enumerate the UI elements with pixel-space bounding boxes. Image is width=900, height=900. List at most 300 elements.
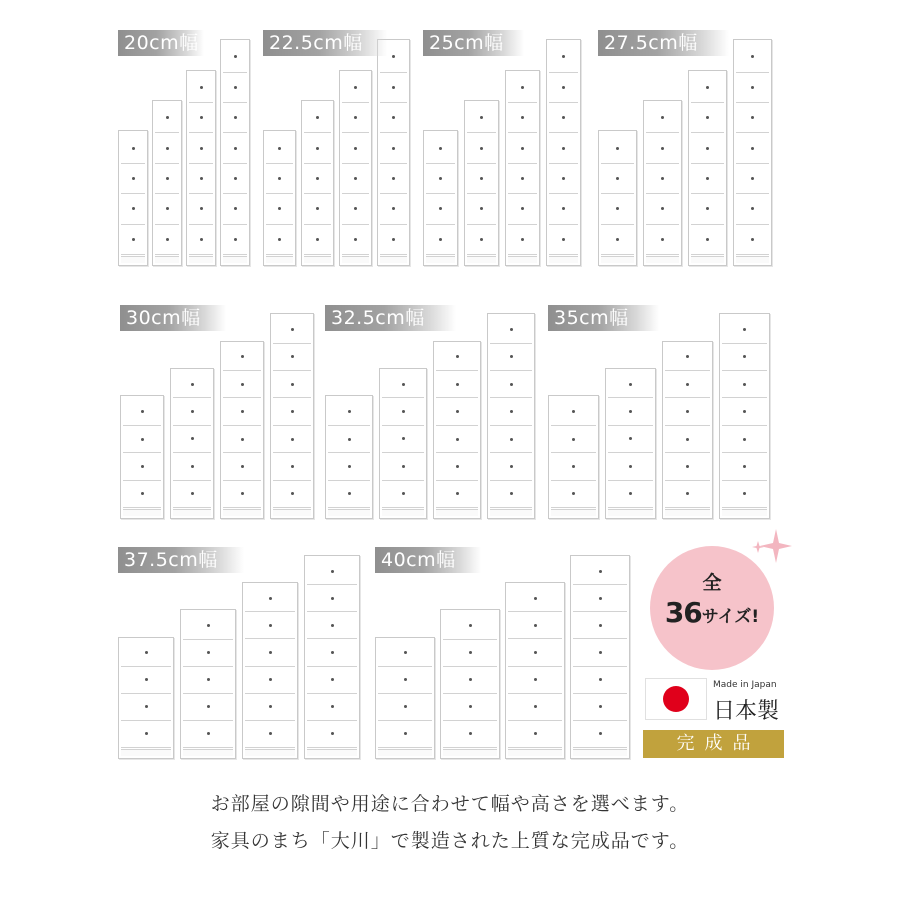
drawer-knob xyxy=(141,410,144,413)
drawer xyxy=(490,344,532,371)
drawer xyxy=(722,398,767,425)
drawer xyxy=(426,133,455,163)
drawer xyxy=(601,225,634,255)
drawer xyxy=(378,721,432,748)
drawer xyxy=(665,371,710,398)
drawer xyxy=(245,667,295,694)
drawer xyxy=(608,398,653,425)
chest-of-drawers xyxy=(377,39,410,266)
drawer xyxy=(245,585,295,612)
drawer-knob xyxy=(480,207,483,210)
drawer-knob xyxy=(200,86,203,89)
drawer-knob xyxy=(706,116,709,119)
drawer-knob xyxy=(145,678,148,681)
drawer xyxy=(183,694,233,721)
chest-base xyxy=(245,749,295,756)
drawer-knob xyxy=(456,383,459,386)
drawer xyxy=(646,194,679,224)
drawer-knob xyxy=(510,328,513,331)
drawer xyxy=(273,371,311,398)
drawer-knob xyxy=(166,238,169,241)
chest-base xyxy=(307,749,357,756)
drawer-knob xyxy=(510,410,513,413)
size-label: 20cm幅 xyxy=(118,30,204,56)
drawer xyxy=(304,133,331,163)
drawer xyxy=(691,164,724,194)
drawer xyxy=(121,640,171,667)
chest-base xyxy=(665,509,710,516)
drawer xyxy=(549,194,578,224)
drawer-knob xyxy=(743,355,746,358)
badge-line1: 全 xyxy=(702,572,722,594)
chest-base xyxy=(183,749,233,756)
finished-product-label: 完成品 xyxy=(643,730,784,758)
drawer-knob xyxy=(234,177,237,180)
drawer-knob xyxy=(510,492,513,495)
drawer-knob xyxy=(402,383,405,386)
drawer xyxy=(121,721,171,748)
chest-base xyxy=(691,256,724,263)
size-group xyxy=(598,30,773,266)
drawer-knob xyxy=(145,651,148,654)
drawer xyxy=(173,481,211,508)
chest-of-drawers xyxy=(505,582,565,759)
drawer xyxy=(722,453,767,480)
drawer-knob xyxy=(521,147,524,150)
description-line2: 家具のまち「大川」で製造された上質な完成品です。 xyxy=(210,830,690,852)
all-sizes-badge xyxy=(650,546,774,670)
chest-of-drawers xyxy=(304,555,360,759)
drawer-knob xyxy=(439,238,442,241)
drawer xyxy=(736,42,769,72)
drawer xyxy=(266,164,293,194)
drawer-knob xyxy=(599,624,602,627)
drawer xyxy=(646,103,679,133)
drawer-knob xyxy=(469,705,472,708)
drawer xyxy=(189,133,213,163)
drawer xyxy=(508,225,537,255)
drawer-knob xyxy=(469,732,472,735)
chest-of-drawers xyxy=(270,313,314,519)
drawer-knob xyxy=(200,147,203,150)
size-label: 30cm幅 xyxy=(120,305,226,331)
drawer-knob xyxy=(331,651,334,654)
drawer-knob xyxy=(141,438,144,441)
badge-count: 36 xyxy=(664,596,702,629)
drawer-knob xyxy=(510,383,513,386)
drawer-knob xyxy=(751,207,754,210)
drawer xyxy=(467,225,496,255)
drawer-knob xyxy=(291,328,294,331)
chest-base xyxy=(123,509,161,516)
drawer xyxy=(304,225,331,255)
drawer-knob xyxy=(392,116,395,119)
drawer-knob xyxy=(200,116,203,119)
drawer-knob xyxy=(191,437,194,440)
drawer-knob xyxy=(706,207,709,210)
drawer xyxy=(378,667,432,694)
size-label: 40cm幅 xyxy=(375,547,481,573)
chest-of-drawers xyxy=(570,555,630,759)
chest-base xyxy=(549,256,578,263)
drawer xyxy=(646,164,679,194)
drawer xyxy=(573,585,627,612)
drawer xyxy=(490,371,532,398)
drawer xyxy=(223,371,261,398)
drawer xyxy=(342,164,369,194)
drawer-knob xyxy=(456,410,459,413)
drawer-knob xyxy=(269,651,272,654)
drawer-knob xyxy=(241,355,244,358)
drawer-knob xyxy=(291,492,294,495)
drawer-knob xyxy=(392,55,395,58)
drawer xyxy=(123,398,161,425)
drawer xyxy=(380,103,407,133)
drawer xyxy=(436,453,478,480)
drawer xyxy=(307,640,357,667)
drawer-knob xyxy=(132,147,135,150)
drawer xyxy=(467,103,496,133)
drawer-knob xyxy=(241,465,244,468)
chest-of-drawers xyxy=(152,100,182,266)
size-label: 25cm幅 xyxy=(423,30,524,56)
chest-of-drawers xyxy=(643,100,682,266)
chest-of-drawers xyxy=(440,609,500,759)
drawer xyxy=(307,612,357,639)
drawer-knob xyxy=(686,410,689,413)
drawer-knob xyxy=(316,177,319,180)
drawer xyxy=(307,558,357,585)
drawer xyxy=(155,133,179,163)
drawer xyxy=(173,398,211,425)
drawer xyxy=(223,164,247,194)
drawer xyxy=(608,426,653,453)
drawer xyxy=(273,426,311,453)
drawer xyxy=(380,194,407,224)
drawer xyxy=(426,164,455,194)
drawer xyxy=(508,667,562,694)
drawer xyxy=(173,453,211,480)
drawer xyxy=(601,164,634,194)
drawer xyxy=(342,73,369,103)
drawer-knob xyxy=(166,116,169,119)
drawer-knob xyxy=(354,147,357,150)
drawer-knob xyxy=(316,116,319,119)
drawer xyxy=(665,481,710,508)
drawer xyxy=(549,225,578,255)
drawer xyxy=(508,694,562,721)
chest-base xyxy=(467,256,496,263)
drawer xyxy=(223,103,247,133)
drawer xyxy=(722,344,767,371)
drawer xyxy=(736,164,769,194)
drawer-knob xyxy=(521,86,524,89)
chest-base xyxy=(155,256,179,263)
drawer xyxy=(123,426,161,453)
drawer xyxy=(736,103,769,133)
drawer-knob xyxy=(743,492,746,495)
drawer-knob xyxy=(751,86,754,89)
drawer xyxy=(490,453,532,480)
drawer-knob xyxy=(629,492,632,495)
drawer xyxy=(155,194,179,224)
drawer xyxy=(426,194,455,224)
drawer-knob xyxy=(331,570,334,573)
drawer-knob xyxy=(145,732,148,735)
drawer-knob xyxy=(686,465,689,468)
drawer xyxy=(551,481,596,508)
chest-base xyxy=(382,509,424,516)
drawer xyxy=(223,133,247,163)
chest-base xyxy=(443,749,497,756)
drawer-knob xyxy=(291,410,294,413)
drawer xyxy=(173,371,211,398)
drawer-knob xyxy=(291,383,294,386)
drawer-knob xyxy=(510,438,513,441)
drawer-knob xyxy=(404,732,407,735)
drawer-knob xyxy=(572,492,575,495)
drawer xyxy=(443,667,497,694)
drawer xyxy=(328,426,370,453)
drawer xyxy=(342,194,369,224)
chest-base xyxy=(646,256,679,263)
drawer-knob xyxy=(404,678,407,681)
drawer-knob xyxy=(166,147,169,150)
drawer-knob xyxy=(269,705,272,708)
drawer-knob xyxy=(562,177,565,180)
drawer-knob xyxy=(562,116,565,119)
drawer-knob xyxy=(562,147,565,150)
drawer xyxy=(551,426,596,453)
drawer-knob xyxy=(291,438,294,441)
drawer-knob xyxy=(316,238,319,241)
chest-of-drawers xyxy=(719,313,770,519)
drawer xyxy=(722,426,767,453)
chest-of-drawers xyxy=(242,582,298,759)
drawer-knob xyxy=(348,492,351,495)
drawer-knob xyxy=(241,492,244,495)
size-group xyxy=(423,30,586,266)
drawer xyxy=(121,133,145,163)
drawer-knob xyxy=(616,147,619,150)
drawer-knob xyxy=(241,438,244,441)
drawer-knob xyxy=(392,207,395,210)
chest-of-drawers xyxy=(118,130,148,266)
drawer-knob xyxy=(599,597,602,600)
drawer-knob xyxy=(278,238,281,241)
chest-of-drawers xyxy=(220,341,264,519)
drawer-knob xyxy=(456,465,459,468)
drawer-knob xyxy=(234,238,237,241)
drawer xyxy=(382,371,424,398)
drawer xyxy=(573,558,627,585)
chest-base xyxy=(328,509,370,516)
drawer xyxy=(183,667,233,694)
drawer xyxy=(573,694,627,721)
drawer xyxy=(490,481,532,508)
drawer-knob xyxy=(200,207,203,210)
chest-of-drawers xyxy=(301,100,334,266)
drawer-knob xyxy=(510,465,513,468)
drawer-knob xyxy=(191,410,194,413)
drawer-knob xyxy=(521,177,524,180)
drawer xyxy=(155,225,179,255)
drawer xyxy=(223,42,247,72)
sparkle-icon xyxy=(750,525,794,569)
drawer-knob xyxy=(562,238,565,241)
drawer xyxy=(608,481,653,508)
drawer xyxy=(273,481,311,508)
drawer xyxy=(426,225,455,255)
chest-base xyxy=(173,509,211,516)
drawer xyxy=(549,42,578,72)
drawer xyxy=(691,103,724,133)
chest-of-drawers xyxy=(220,39,250,266)
drawer-knob xyxy=(392,177,395,180)
drawer xyxy=(443,694,497,721)
drawer-knob xyxy=(207,624,210,627)
drawer xyxy=(380,225,407,255)
drawer-knob xyxy=(402,492,405,495)
drawer-knob xyxy=(534,651,537,654)
size-group xyxy=(548,305,773,519)
drawer-knob xyxy=(661,147,664,150)
drawer-knob xyxy=(404,651,407,654)
drawer xyxy=(436,426,478,453)
drawer-knob xyxy=(456,492,459,495)
drawer-knob xyxy=(686,492,689,495)
chest-base xyxy=(304,256,331,263)
drawer-knob xyxy=(402,410,405,413)
drawer-knob xyxy=(572,465,575,468)
drawer-knob xyxy=(439,147,442,150)
drawer xyxy=(691,194,724,224)
drawer xyxy=(380,133,407,163)
chest-base xyxy=(573,749,627,756)
chest-base xyxy=(508,256,537,263)
drawer xyxy=(490,316,532,343)
drawer-knob xyxy=(661,207,664,210)
drawer xyxy=(189,194,213,224)
drawer-knob xyxy=(269,597,272,600)
drawer-knob xyxy=(141,465,144,468)
drawer-knob xyxy=(316,147,319,150)
drawer xyxy=(155,164,179,194)
drawer xyxy=(436,398,478,425)
drawer xyxy=(304,194,331,224)
chest-base xyxy=(490,509,532,516)
drawer-knob xyxy=(269,678,272,681)
drawer xyxy=(490,398,532,425)
drawer xyxy=(382,426,424,453)
drawer xyxy=(467,133,496,163)
drawer-knob xyxy=(234,55,237,58)
drawer xyxy=(551,398,596,425)
drawer xyxy=(436,481,478,508)
size-group xyxy=(325,305,537,519)
chest-of-drawers xyxy=(375,637,435,759)
drawer-knob xyxy=(469,678,472,681)
made-in-japan-label: 日本製 xyxy=(713,699,780,724)
drawer-knob xyxy=(191,492,194,495)
drawer-knob xyxy=(404,705,407,708)
chest-base xyxy=(378,749,432,756)
drawer xyxy=(646,133,679,163)
drawer xyxy=(608,453,653,480)
chest-base xyxy=(273,509,311,516)
drawer-knob xyxy=(572,438,575,441)
drawer xyxy=(307,667,357,694)
drawer xyxy=(490,426,532,453)
description-line1: お部屋の隙間や用途に合わせて幅や高さを選べます。 xyxy=(210,793,690,815)
drawer xyxy=(189,225,213,255)
drawer-knob xyxy=(439,207,442,210)
drawer xyxy=(467,194,496,224)
drawer xyxy=(508,164,537,194)
drawer-knob xyxy=(706,238,709,241)
drawer-knob xyxy=(354,86,357,89)
drawer-knob xyxy=(469,651,472,654)
size-label: 27.5cm幅 xyxy=(598,30,729,56)
drawer-knob xyxy=(269,732,272,735)
drawer-knob xyxy=(200,177,203,180)
chest-base xyxy=(223,509,261,516)
drawer xyxy=(183,612,233,639)
drawer-knob xyxy=(751,147,754,150)
drawer-knob xyxy=(331,597,334,600)
drawer-knob xyxy=(510,355,513,358)
chest-of-drawers xyxy=(120,395,164,519)
drawer-knob xyxy=(291,465,294,468)
chest-base xyxy=(426,256,455,263)
drawer-knob xyxy=(599,570,602,573)
drawer xyxy=(646,225,679,255)
chest-base xyxy=(223,256,247,263)
drawer xyxy=(328,398,370,425)
drawer xyxy=(245,640,295,667)
drawer xyxy=(307,585,357,612)
drawer xyxy=(608,371,653,398)
drawer-knob xyxy=(207,732,210,735)
chest-of-drawers xyxy=(118,637,174,759)
drawer-knob xyxy=(402,465,405,468)
drawer xyxy=(121,225,145,255)
drawer xyxy=(121,667,171,694)
drawer xyxy=(508,640,562,667)
drawer-knob xyxy=(521,207,524,210)
drawer xyxy=(223,73,247,103)
drawer xyxy=(508,103,537,133)
drawer-knob xyxy=(599,732,602,735)
drawer-knob xyxy=(686,438,689,441)
drawer-knob xyxy=(354,177,357,180)
size-group xyxy=(118,30,253,266)
drawer xyxy=(123,481,161,508)
drawer-knob xyxy=(234,147,237,150)
drawer-knob xyxy=(234,86,237,89)
drawer xyxy=(189,103,213,133)
drawer xyxy=(342,133,369,163)
drawer-knob xyxy=(348,438,351,441)
drawer xyxy=(573,612,627,639)
drawer xyxy=(273,344,311,371)
drawer-knob xyxy=(207,678,210,681)
drawer-knob xyxy=(241,383,244,386)
drawer-knob xyxy=(392,147,395,150)
drawer xyxy=(436,371,478,398)
drawer-knob xyxy=(348,410,351,413)
size-label: 37.5cm幅 xyxy=(118,547,244,573)
